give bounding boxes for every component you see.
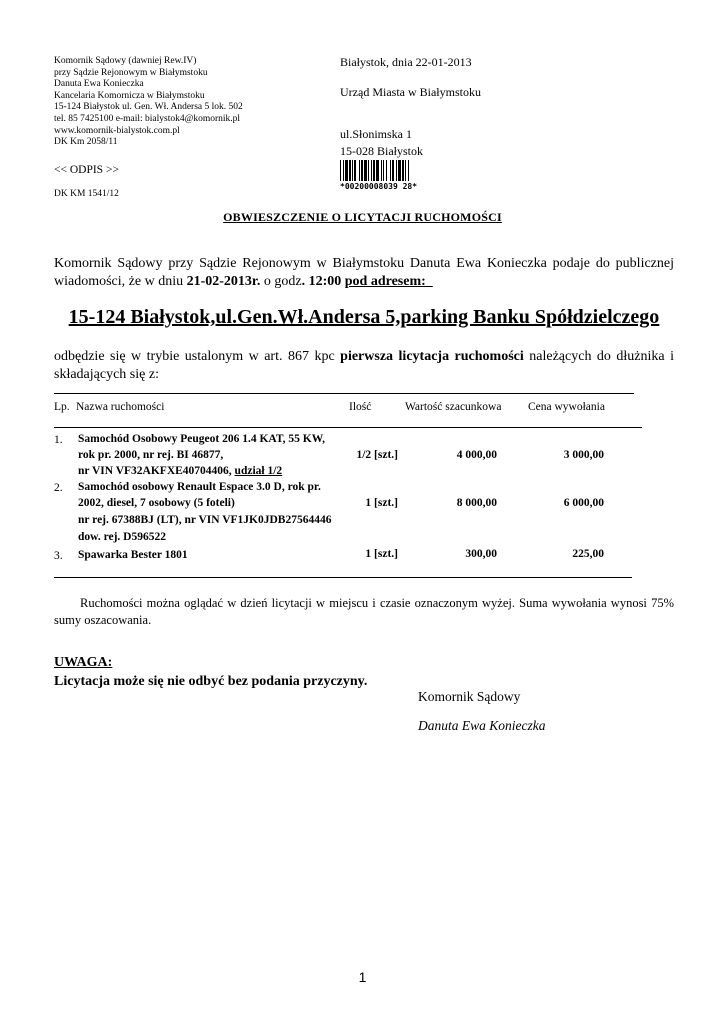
col-header-value: Wartość szacunkowa [405, 401, 502, 413]
case-reference: DK KM 1541/12 [54, 189, 119, 199]
row-name: Samochód Osobowy Peugeot 206 1.4 KAT, 55 KW, [78, 433, 326, 445]
page-number: 1 [358, 969, 367, 985]
row-name: nr rej. 67388BJ (LT), nr VIN VF1JK0JDB27564446 [78, 514, 332, 526]
col-header-price: Cena wywołania [528, 401, 605, 413]
warning-text: Licytacja może się nie odbyć bez podania przyczyny. [54, 674, 368, 689]
row-value: 4 000,00 [456, 449, 497, 461]
viewing-paragraph: Ruchomości można oglądać w dzień licytacji w miejscu i czasie oznaczonym wyżej. Suma wywołania wynosi 75% sumy oszacowania. [54, 596, 674, 627]
row-name: nr VIN VF32AKFXE40704406, udział 1/2 [78, 465, 283, 477]
col-header-name: Nazwa ruchomości [76, 401, 165, 413]
sender-line: tel. 85 7425100 e-mail: bialystok4@komornik.pl [54, 113, 241, 124]
barcode-icon [340, 160, 446, 190]
warning-label: UWAGA: [54, 655, 113, 670]
row-price: 6 000,00 [563, 497, 604, 509]
auction-address: 15-124 Białystok,ul.Gen.Wł.Andersa 5,parking Banku Spółdzielczego [68, 306, 660, 328]
auction-mode-paragraph: odbędzie się w trybie ustalonym w art. 867 kpc pierwsza licytacja ruchomości należących do dłużnika i składających się z: [54, 349, 675, 382]
intro-paragraph: Komornik Sądowy przy Sądzie Rejonowym w Białymstoku Danuta Ewa Konieczka podaje do publicznej wiadomości, że w dniu 21-02-2013r. o godz. 12:00 pod adresem: [54, 256, 674, 289]
sender-line: www.komornik-bialystok.com.pl [54, 125, 180, 136]
row-price: 225,00 [572, 548, 604, 560]
sender-line: Kancelaria Komornicza w Białymstoku [54, 90, 205, 101]
sender-line: przy Sądzie Rejonowym w Białymstoku [54, 67, 208, 78]
row-name: rok pr. 2000, nr rej. BI 46877, [78, 449, 224, 461]
table-top-rule [54, 393, 634, 394]
sender-line: Danuta Ewa Konieczka [54, 79, 144, 90]
sender-block [54, 56, 243, 149]
row-qty: 1 [szt.] [365, 497, 398, 509]
recipient-city: 15-028 Białystok [340, 144, 423, 158]
auction-time: . 12:00 [301, 274, 342, 289]
document-title: OBWIESZCZENIE O LICYTACJI RUCHOMOŚCI [223, 210, 502, 224]
row-name: 2002, diesel, 7 osobowy (5 foteli) [78, 497, 235, 509]
row-name: Spawarka Bester 1801 [78, 549, 188, 561]
row-price: 3 000,00 [563, 449, 604, 461]
recipient-street: ul.Słonimska 1 [340, 127, 413, 141]
sender-line: Komornik Sądowy (dawniej Rew.IV) [54, 56, 197, 66]
odpis-label: << ODPIS >> [54, 164, 119, 176]
row-value: 300,00 [465, 548, 497, 560]
row-lp: 2. [54, 482, 63, 494]
signature-name: Danuta Ewa Konieczka [418, 718, 546, 733]
row-lp: 3. [54, 550, 63, 562]
sender-line: DK Km 2058/11 [54, 137, 118, 148]
date-line: Białystok, dnia 22-01-2013 [340, 55, 472, 69]
sender-line: 15-124 Białystok ul. Gen. Wł. Andersa 5 lok. 502 [54, 102, 243, 113]
address-label: pod adresem: [344, 274, 426, 289]
recipient: Urząd Miasta w Białymstoku [340, 85, 481, 99]
table-header-rule [54, 427, 642, 428]
barcode-text: *00200008039 28* [340, 182, 418, 190]
col-header-lp: Lp. [54, 401, 70, 413]
row-value: 8 000,00 [456, 497, 497, 509]
row-lp: 1. [54, 434, 63, 446]
row-name: Samochód osobowy Renault Espace 3.0 D, rok pr. [78, 481, 321, 493]
row-name: dow. rej. D596522 [78, 531, 166, 543]
row-qty: 1 [szt.] [365, 548, 398, 560]
signature-title: Komornik Sądowy [418, 689, 521, 704]
auction-date: 21-02-2013r. [186, 274, 261, 289]
row-qty: 1/2 [szt.] [356, 449, 398, 461]
table-bottom-rule [54, 577, 632, 578]
col-header-qty: Ilość [349, 401, 372, 413]
